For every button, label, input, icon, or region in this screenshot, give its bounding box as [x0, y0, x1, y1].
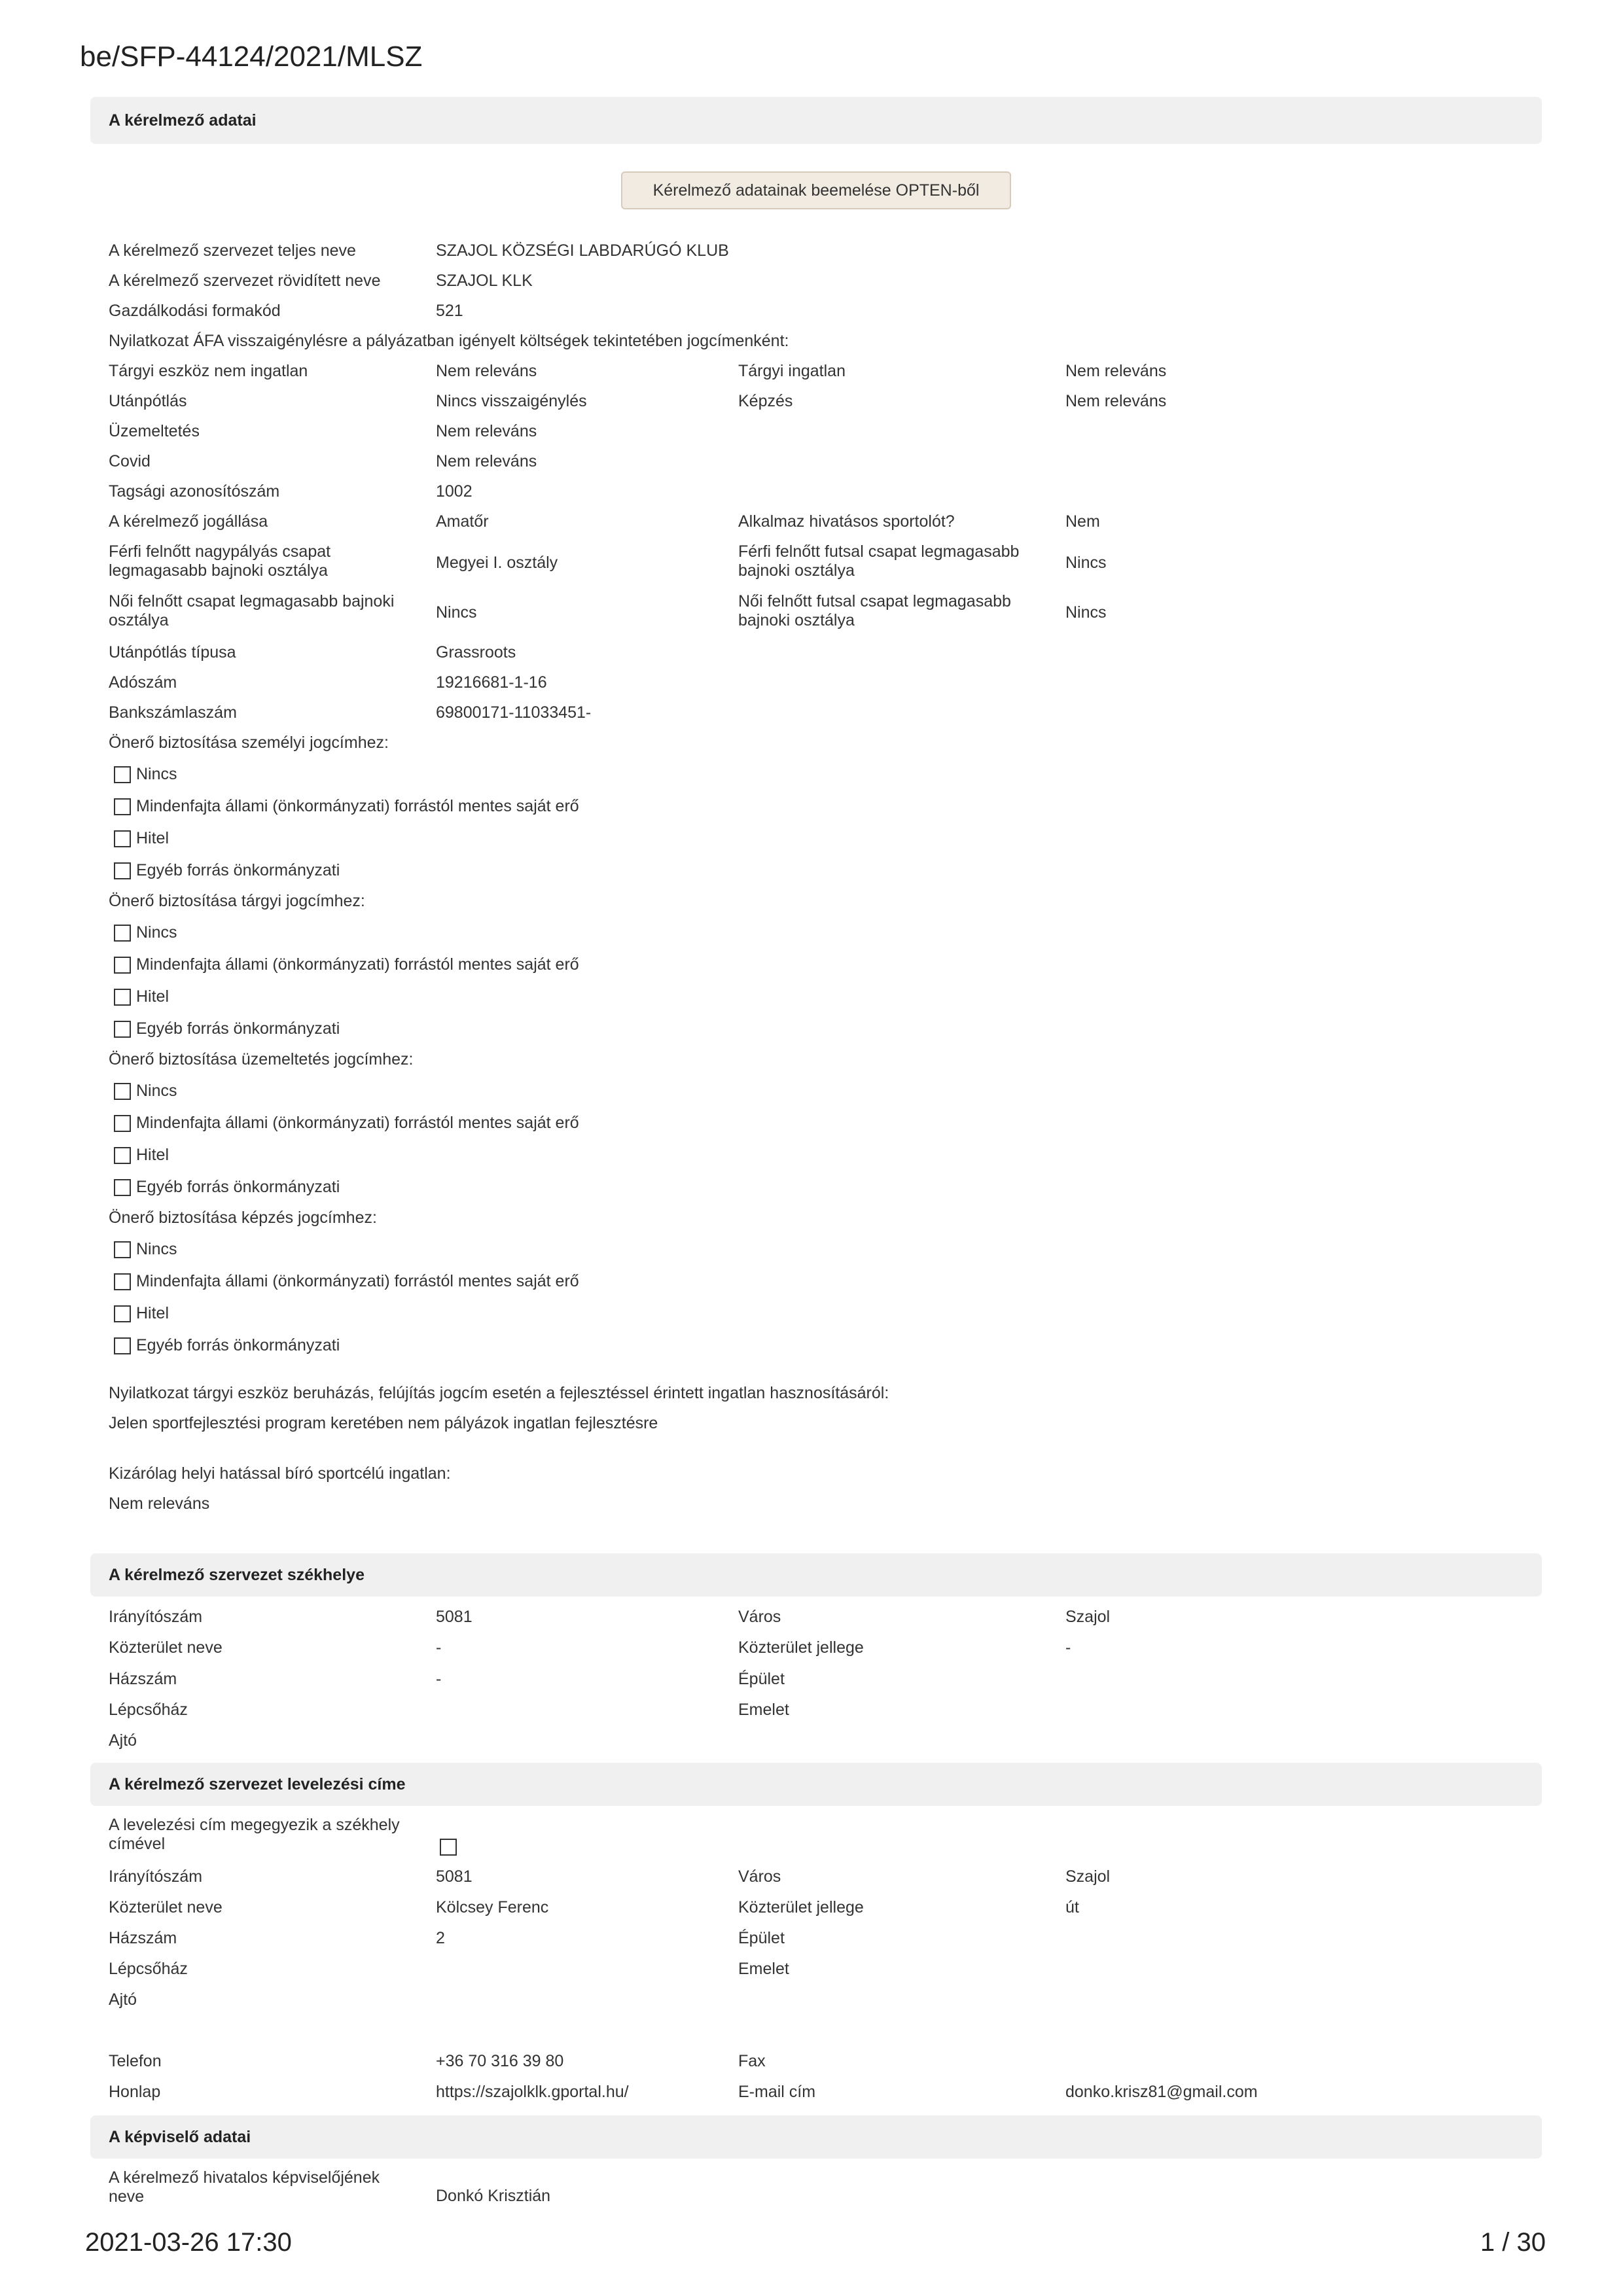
seat-zip-label: Irányítószám: [109, 1608, 203, 1626]
checkbox[interactable]: [114, 957, 131, 974]
mailing-stair-label: Lépcsőház: [109, 1960, 188, 1978]
women-label: Női felnőtt csapat legmagasabb bajnoki osztálya: [109, 592, 395, 629]
checkbox-label: Nincs: [136, 1240, 177, 1258]
checkbox-label: Egyéb forrás önkormányzati: [136, 1178, 340, 1196]
mailing-street-type-label: Közterület jellege: [738, 1898, 864, 1916]
tax-label: Adószám: [109, 673, 177, 692]
member-id-label: Tagsági azonosítószám: [109, 482, 280, 501]
section-mailing: A kérelmező szervezet levelezési címe: [90, 1763, 1542, 1806]
own-funds-training-title: Önerő biztosítása képzés jogcímhez:: [109, 1209, 377, 1227]
fax-label: Fax: [738, 2052, 766, 2070]
seat-street-type-value: -: [1065, 1638, 1071, 1657]
mailing-house-value: 2: [436, 1929, 445, 1947]
phone-label: Telefon: [109, 2052, 162, 2070]
men-field-value: Megyei I. osztály: [436, 554, 558, 572]
bank-label: Bankszámlaszám: [109, 703, 237, 722]
operation-label: Üzemeltetés: [109, 422, 200, 440]
vat-statement: Nyilatkozat ÁFA visszaigénylésre a pályázatban igényelt költségek tekintetében jogcímenként:: [109, 332, 789, 350]
web-value: https://szajolklk.gportal.hu/: [436, 2083, 629, 2101]
local-property-question: Kizárólag helyi hatással bíró sportcélú ingatlan:: [109, 1464, 451, 1483]
mailing-city-label: Város: [738, 1867, 781, 1886]
checkbox[interactable]: [114, 798, 131, 815]
seat-floor-label: Emelet: [738, 1701, 789, 1719]
pro-value: Nem: [1065, 512, 1100, 531]
checkbox-label: Hitel: [136, 987, 169, 1006]
web-label: Honlap: [109, 2083, 161, 2101]
covid-label: Covid: [109, 452, 151, 470]
training-value: Nem releváns: [1065, 392, 1167, 410]
checkbox-label: Nincs: [136, 1082, 177, 1100]
own-funds-personal-title: Önerő biztosítása személyi jogcímhez:: [109, 733, 389, 752]
phone-value: +36 70 316 39 80: [436, 2052, 564, 2070]
full-name-label: A kérelmező szervezet teljes neve: [109, 241, 356, 260]
footer-date: 2021-03-26 17:30: [85, 2228, 292, 2257]
checkbox[interactable]: [114, 1147, 131, 1164]
tangible-value: Nem releváns: [436, 362, 537, 380]
checkbox[interactable]: [114, 830, 131, 847]
checkbox[interactable]: [114, 1179, 131, 1196]
checkbox-label: Egyéb forrás önkormányzati: [136, 1336, 340, 1354]
opten-import-button[interactable]: Kérelmező adatainak beemelése OPTEN-ből: [621, 171, 1011, 209]
seat-street-type-label: Közterület jellege: [738, 1638, 864, 1657]
full-name-value: SZAJOL KÖZSÉGI LABDARÚGÓ KLUB: [436, 241, 729, 260]
covid-value: Nem releváns: [436, 452, 537, 470]
checkbox-label: Mindenfajta állami (önkormányzati) forrástól mentes saját erő: [136, 955, 579, 974]
youth-type-value: Grassroots: [436, 643, 516, 662]
checkbox[interactable]: [114, 766, 131, 783]
checkbox-label: Nincs: [136, 923, 177, 942]
document-id: be/SFP-44124/2021/MLSZ: [80, 41, 423, 73]
footer-page-number: 1 / 30: [1480, 2228, 1546, 2257]
mailing-zip-value: 5081: [436, 1867, 473, 1886]
men-futsal-label: Férfi felnőtt futsal csapat legmagasabb bajnoki osztálya: [738, 542, 1020, 580]
checkbox-label: Mindenfajta állami (önkormányzati) forrástól mentes saját erő: [136, 1272, 579, 1290]
local-property-answer: Nem releváns: [109, 1494, 210, 1513]
seat-house-value: -: [436, 1670, 442, 1688]
bank-value: 69800171-11033451-: [436, 703, 592, 722]
seat-city-label: Város: [738, 1608, 781, 1626]
own-funds-operation-title: Önerő biztosítása üzemeltetés jogcímhez:: [109, 1050, 414, 1069]
checkbox[interactable]: [114, 1305, 131, 1322]
checkbox-label: Hitel: [136, 1146, 169, 1164]
mailing-street-value: Kölcsey Ferenc: [436, 1898, 549, 1916]
section-representative: A képviselő adatai: [90, 2115, 1542, 2159]
pro-label: Alkalmaz hivatásos sportolót?: [738, 512, 955, 531]
short-name-value: SZAJOL KLK: [436, 272, 533, 290]
checkbox[interactable]: [114, 1337, 131, 1354]
mailing-floor-label: Emelet: [738, 1960, 789, 1978]
representative-name-label: A kérelmező hivatalos képviselőjének neve: [109, 2168, 380, 2206]
status-label: A kérelmező jogállása: [109, 512, 268, 531]
checkbox[interactable]: [114, 989, 131, 1006]
women-futsal-value: Nincs: [1065, 603, 1107, 622]
email-label: E-mail cím: [738, 2083, 816, 2101]
seat-house-label: Házszám: [109, 1670, 177, 1688]
mailing-same-checkbox[interactable]: [440, 1839, 457, 1856]
mailing-city-value: Szajol: [1065, 1867, 1111, 1886]
checkbox[interactable]: [114, 1241, 131, 1258]
checkbox-label: Hitel: [136, 829, 169, 847]
seat-zip-value: 5081: [436, 1608, 473, 1626]
women-value: Nincs: [436, 603, 477, 622]
seat-stair-label: Lépcsőház: [109, 1701, 188, 1719]
checkbox-label: Hitel: [136, 1304, 169, 1322]
seat-city-value: Szajol: [1065, 1608, 1111, 1626]
mailing-zip-label: Irányítószám: [109, 1867, 203, 1886]
member-id-value: 1002: [436, 482, 473, 501]
mailing-street-type-value: út: [1065, 1898, 1079, 1916]
checkbox[interactable]: [114, 1021, 131, 1038]
tax-value: 19216681-1-16: [436, 673, 547, 692]
checkbox-label: Egyéb forrás önkormányzati: [136, 1019, 340, 1038]
property-value: Nem releváns: [1065, 362, 1167, 380]
mailing-house-label: Házszám: [109, 1929, 177, 1947]
checkbox-label: Nincs: [136, 765, 177, 783]
mailing-building-label: Épület: [738, 1929, 785, 1947]
property-label: Tárgyi ingatlan: [738, 362, 846, 380]
operation-value: Nem releváns: [436, 422, 537, 440]
checkbox-label: Mindenfajta állami (önkormányzati) forrástól mentes saját erő: [136, 1114, 579, 1132]
property-use-answer: Jelen sportfejlesztési program keretében nem pályázok ingatlan fejlesztésre: [109, 1414, 658, 1432]
youth-label: Utánpótlás: [109, 392, 187, 410]
form-code-label: Gazdálkodási formakód: [109, 302, 281, 320]
youth-value: Nincs visszaigénylés: [436, 392, 587, 410]
training-label: Képzés: [738, 392, 793, 410]
status-value: Amatőr: [436, 512, 489, 531]
tangible-label: Tárgyi eszköz nem ingatlan: [109, 362, 308, 380]
youth-type-label: Utánpótlás típusa: [109, 643, 236, 662]
seat-street-label: Közterület neve: [109, 1638, 223, 1657]
section-seat: A kérelmező szervezet székhelye: [90, 1553, 1542, 1597]
checkbox[interactable]: [114, 1273, 131, 1290]
representative-name-value: Donkó Krisztián: [436, 2187, 551, 2205]
checkbox-label: Mindenfajta állami (önkormányzati) forrástól mentes saját erő: [136, 797, 579, 815]
checkbox-label: Egyéb forrás önkormányzati: [136, 861, 340, 879]
checkbox[interactable]: [114, 862, 131, 879]
checkbox[interactable]: [114, 1115, 131, 1132]
property-use-question: Nyilatkozat tárgyi eszköz beruházás, felújítás jogcím esetén a fejlesztéssel érintett ingatlan hasznosításáról:: [109, 1384, 889, 1402]
section-applicant: A kérelmező adatai: [90, 97, 1542, 144]
mailing-street-label: Közterület neve: [109, 1898, 223, 1916]
men-field-label: Férfi felnőtt nagypályás csapat legmagasabb bajnoki osztálya: [109, 542, 331, 580]
seat-street-value: -: [436, 1638, 442, 1657]
email-value: donko.krisz81@gmail.com: [1065, 2083, 1258, 2101]
checkbox[interactable]: [114, 925, 131, 942]
own-funds-tangible-title: Önerő biztosítása tárgyi jogcímhez:: [109, 892, 365, 910]
checkbox[interactable]: [114, 1083, 131, 1100]
seat-building-label: Épület: [738, 1670, 785, 1688]
men-futsal-value: Nincs: [1065, 554, 1107, 572]
women-futsal-label: Női felnőtt futsal csapat legmagasabb bajnoki osztálya: [738, 592, 1011, 629]
mailing-door-label: Ajtó: [109, 1990, 137, 2009]
form-code-value: 521: [436, 302, 463, 320]
mailing-same-label: A levelezési cím megegyezik a székhely címével: [109, 1816, 400, 1853]
seat-door-label: Ajtó: [109, 1731, 137, 1750]
short-name-label: A kérelmező szervezet rövidített neve: [109, 272, 381, 290]
